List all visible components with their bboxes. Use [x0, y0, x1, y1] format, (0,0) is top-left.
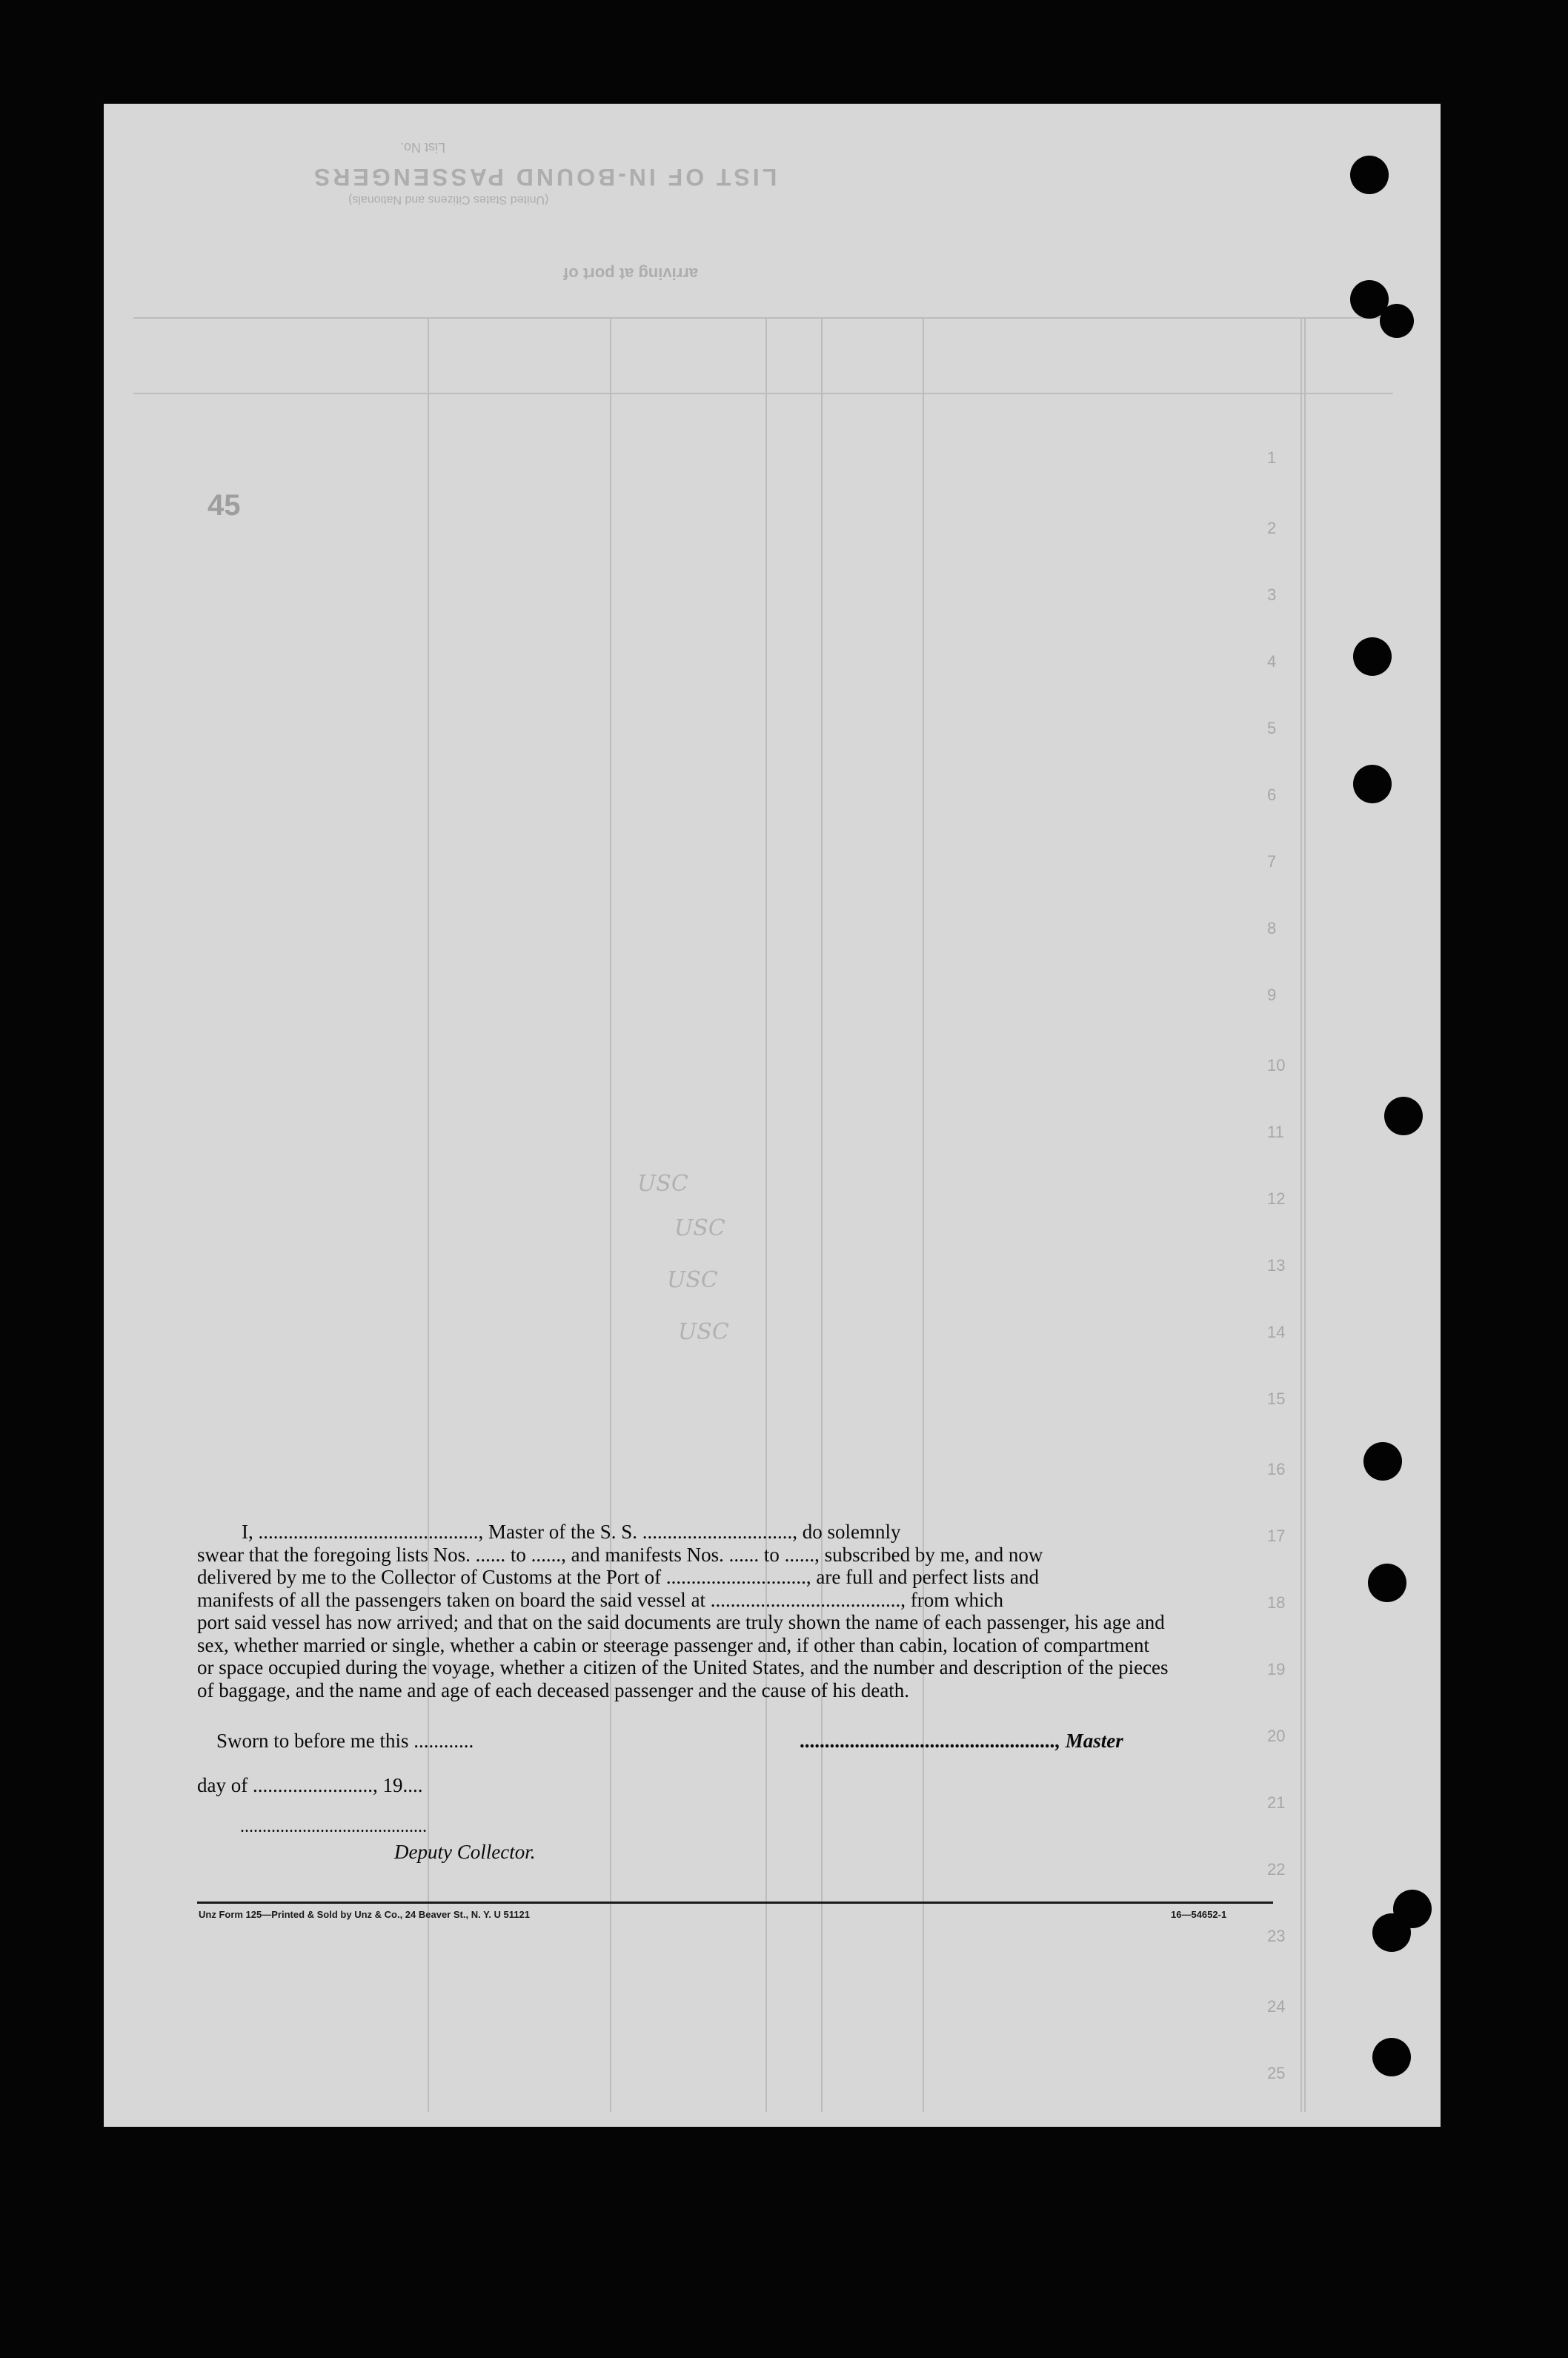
row-number: 4	[1267, 652, 1277, 671]
oath-line: manifests of all the passengers taken on board the said vessel at ......................................, from which	[197, 1588, 1004, 1611]
oath-line: sex, whether married or single, whether a cabin or steerage passenger and, if other than cabin, location of compartment	[197, 1633, 1150, 1656]
row-number: 12	[1267, 1189, 1286, 1208]
row-number: 5	[1267, 719, 1277, 737]
row-number: 15	[1267, 1389, 1286, 1408]
footer-rule	[197, 1902, 1273, 1904]
sworn-line: Sworn to before me this ............	[216, 1730, 474, 1752]
day-of-line: day of ........................, 19....	[197, 1774, 423, 1796]
oath-line: or space occupied during the voyage, whether a citizen of the United States, and the number and description of the pieces	[197, 1656, 1169, 1678]
oath-line: port said vessel has now arrived; and that on the said documents are truly shown the name of each passenger, his age and	[197, 1611, 1165, 1633]
oath-line: of baggage, and the name and age of each deceased passenger and the cause of his death.	[197, 1678, 910, 1701]
bleed-arriving: arriving at port of	[563, 265, 699, 283]
row-number: 23	[1267, 1927, 1286, 1945]
bleed-subtitle: (United States Citizens and Nationals)	[348, 193, 549, 206]
row-number: 2	[1267, 519, 1277, 537]
grid-col-6	[1300, 319, 1302, 2112]
page-number-stamp: 45	[207, 489, 241, 522]
punch-hole	[1380, 304, 1414, 338]
grid-top-rule	[133, 317, 1393, 319]
punch-hole	[1363, 1442, 1402, 1481]
row-number: 10	[1267, 1056, 1286, 1075]
row-number: 19	[1267, 1660, 1286, 1678]
grid-col-5	[923, 319, 924, 2112]
deputy-collector-label: Deputy Collector.	[394, 1841, 536, 1863]
punch-hole	[1350, 156, 1389, 194]
row-number: 21	[1267, 1793, 1286, 1812]
handwritten-mark: USC	[678, 1319, 729, 1345]
punch-hole	[1353, 637, 1392, 676]
handwritten-mark: USC	[667, 1267, 718, 1293]
handwritten-mark: USC	[674, 1215, 725, 1241]
row-number: 13	[1267, 1256, 1286, 1275]
punch-hole	[1384, 1097, 1423, 1135]
punch-hole	[1368, 1564, 1406, 1602]
row-number: 16	[1267, 1460, 1286, 1478]
row-number: 22	[1267, 1860, 1286, 1879]
grid-header-rule	[133, 393, 1393, 394]
handwritten-mark: USC	[637, 1171, 688, 1197]
form-code: 16—54652-1	[1171, 1909, 1227, 1920]
punch-hole	[1372, 1913, 1411, 1952]
punch-hole	[1372, 2038, 1411, 2076]
row-number: 17	[1267, 1527, 1286, 1545]
row-number: 8	[1267, 919, 1277, 937]
grid-col-2	[610, 319, 611, 2112]
row-number: 11	[1267, 1123, 1284, 1141]
grid-col-7	[1304, 319, 1306, 2112]
row-number: 7	[1267, 852, 1277, 871]
row-number: 14	[1267, 1323, 1286, 1341]
row-number: 3	[1267, 585, 1277, 604]
row-number: 24	[1267, 1997, 1286, 2016]
row-number: 20	[1267, 1727, 1286, 1745]
oath-line: I, ............................................, Master of the S. S. .............................., do solemnly	[242, 1521, 901, 1543]
punch-hole	[1353, 765, 1392, 803]
bleed-list-no: List No.	[400, 140, 446, 155]
row-number: 1	[1267, 448, 1277, 467]
oath-line: delivered by me to the Collector of Customs at the Port of ............................, are full and perfect lists and	[197, 1566, 1040, 1588]
printer-imprint: Unz Form 125—Printed & Sold by Unz & Co., 24 Beaver St., N. Y. U 51121	[199, 1909, 530, 1920]
row-number: 9	[1267, 986, 1277, 1004]
grid-col-3	[765, 319, 767, 2112]
oath-line: swear that the foregoing lists Nos. ...... to ......, and manifests Nos. ...... to ......, subscribed by me, and now	[197, 1543, 1043, 1566]
bleed-title: LIST OF IN-BOUND PASSENGERS	[311, 164, 777, 190]
master-signature-line	[800, 1730, 1123, 1753]
row-number: 18	[1267, 1593, 1286, 1612]
deputy-dots: ..........................................	[240, 1817, 427, 1836]
master-dots: ..................................................., Master	[800, 1730, 1123, 1752]
grid-col-4	[821, 319, 823, 2112]
row-number: 6	[1267, 786, 1277, 804]
master-oath	[197, 1521, 1276, 1701]
row-number: 25	[1267, 2064, 1286, 2082]
